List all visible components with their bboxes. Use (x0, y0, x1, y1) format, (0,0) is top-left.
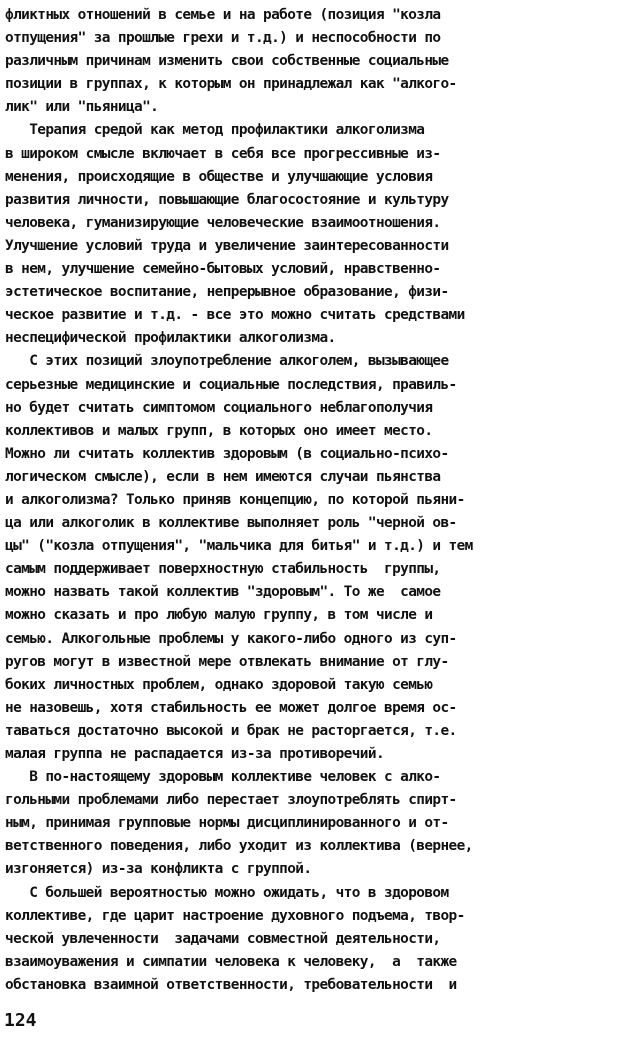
text-line: можно сказать и про любую малую группу, в том числе и (5, 607, 433, 624)
text-line: малая группа не распадается из-за противоречий. (5, 746, 385, 762)
page-number: 124 (4, 1010, 37, 1031)
text-line: С большей вероятностью можно ожидать, что в здоровом (5, 884, 449, 901)
text-line: ветственного поведения, либо уходит из коллектива (вернее, (5, 838, 473, 855)
text-line: отпущения" за прошлые грехи и т.д.) и неспособности по (5, 30, 441, 47)
body-text (5, 4, 615, 997)
text-line: В по-настоящему здоровым коллективе человек с алко- (5, 769, 441, 786)
text-line: эстетическое воспитание, непрерывное образование, физи- (5, 284, 449, 301)
text-line: обстановка взаимной ответственности, требовательности и (5, 976, 457, 993)
text-line: лик" или "пьяница". (5, 99, 159, 116)
text-line: можно назвать такой коллектив "здоровым". То же самое (5, 584, 441, 601)
text-line: менения, происходящие в обществе и улучшающие условия (5, 168, 433, 185)
text-line: неспецифической профилактики алкоголизма. (5, 330, 336, 347)
text-line: развития личности, повышающие благосостояние и культуру (5, 191, 449, 208)
text-line: Улучшение условий труда и увеличение заинтересованности (5, 237, 449, 254)
text-line: боких личностных проблем, однако здоровой такую семью (5, 676, 433, 693)
text-line: С этих позиций злоупотребление алкоголем, вызывающее (5, 353, 449, 370)
text-line: в широком смысле включает в себя все прогрессивные из- (5, 145, 441, 162)
text-line: коллективе, где царит настроение духовного подъема, твор- (5, 907, 465, 924)
text-line: семью. Алкогольные проблемы у какого-либо одного из суп- (5, 630, 457, 647)
text-line: таваться достаточно высокой и брак не расторгается, т.е. (5, 722, 457, 739)
text-line: в нем, улучшение семейно-бытовых условий, нравственно- (5, 261, 441, 278)
text-line: фликтных отношений в семье и на работе (позиция "козла (5, 7, 441, 23)
text-line: но будет считать симптомом социального неблагополучия (5, 399, 433, 416)
text-line: цы" ("козла отпущения", "мальчика для битья" и т.д.) и тем (5, 538, 473, 555)
text-line: коллективов и малых групп, в которых оно имеет место. (5, 422, 433, 439)
text-line: позиции в группах, к которым он принадлежал как "алкого- (5, 76, 457, 93)
text-line: самым поддерживает поверхностную стабильность группы, (5, 561, 441, 578)
text-line: серьезные медицинские и социальные последствия, правиль- (5, 376, 457, 393)
text-line: ным, принимая групповые нормы дисциплинированного и от- (5, 815, 449, 832)
text-line: ческой увлеченности задачами совместной деятельности, (5, 930, 441, 947)
text-line: различным причинам изменить свои собственные социальные (5, 53, 449, 70)
text-line: ческое развитие и т.д. - все это можно считать средствами (5, 307, 465, 324)
text-line: не назовешь, хотя стабильность ее может долгое время ос- (5, 699, 457, 716)
text-line: Можно ли считать коллектив здоровым (в социально-психо- (5, 445, 449, 462)
text-line: и алкоголизма? Только приняв концепцию, по которой пьяни- (5, 491, 465, 508)
text-line: изгоняется) из-за конфликта с группой. (5, 861, 312, 878)
text-line: взаимоуважения и симпатии человека к человеку, а также (5, 953, 457, 970)
text-line: ругов могут в известной мере отвлекать внимание от глу- (5, 653, 449, 670)
text-line: логическом смысле), если в нем имеются случаи пьянства (5, 468, 441, 485)
text-line: человека, гуманизирующие человеческие взаимоотношения. (5, 214, 441, 231)
text-line: гольными проблемами либо перестает злоупотреблять спирт- (5, 792, 457, 809)
text-line: Терапия средой как метод профилактики алкоголизма (5, 122, 425, 139)
text-line: ца или алкоголик в коллективе выполняет роль "черной ов- (5, 515, 457, 532)
